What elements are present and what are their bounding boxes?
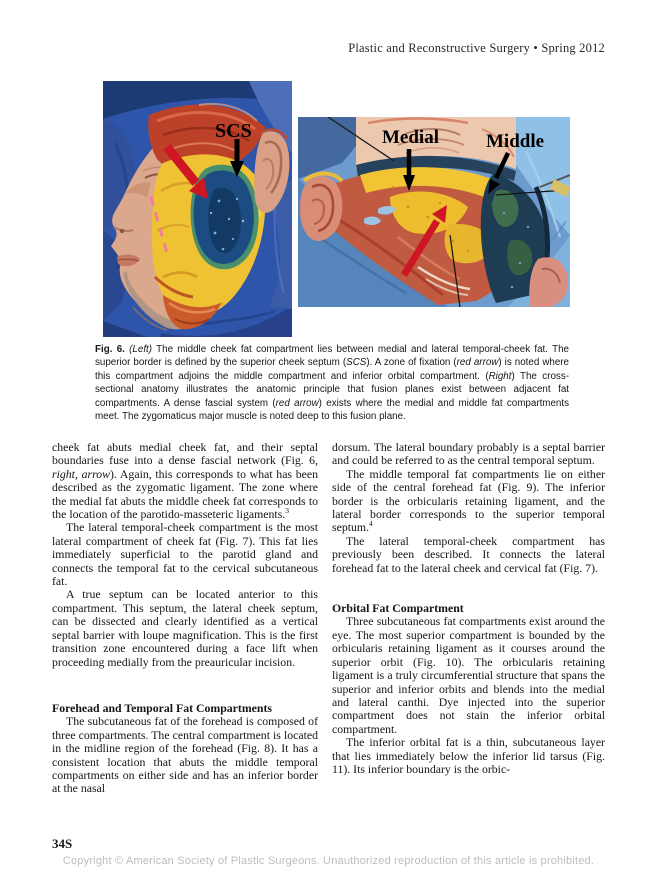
right-column	[332, 441, 605, 796]
reference-4: 4	[369, 519, 373, 529]
copyright-notice: Copyright © American Society of Plastic Surgeons. Unauthorized reproduction of this article is prohibited.	[62, 855, 595, 867]
paragraph: The inferior orbital fat is a thin, subcutaneous layer that lies immediately below the inferior lid tarsus (Fig. 11). Its inferior boundary is the orbic-	[332, 735, 605, 776]
scs-label: SCS	[215, 120, 252, 142]
section-heading-orbital: Orbital Fat Compartment	[332, 601, 464, 616]
paragraph: Three subcutaneous fat compartments exist around the eye. The most superior compartment is bounded by the orbicularis retaining ligament as it courses around the superior orbit (Fig. 10). The orbicularis retaining ligament is a truly circumferential structure that spans the superior and inferior orbits and blends into the medial and lateral canthi. Dye injected into the superior compartment does not stain the inferior orbital compartment.	[332, 614, 605, 736]
section-heading-forehead: Forehead and Temporal Fat Compartments	[52, 700, 272, 715]
paragraph: A true septum can be located anterior to this compartment. This septum, the lateral cheek septum, can be dissected and clearly identified as a vertical septal barrier with loupe magnification. This is the first transition zone encountered during a face lift when proceeding medially from the preauricular incision.	[52, 587, 318, 669]
figure-number: Fig. 6.	[95, 344, 130, 355]
reference-3: 3	[285, 506, 289, 516]
article-columns	[52, 441, 605, 796]
paragraph: The subcutaneous fat of the forehead is composed of three compartments. The central compartment is located in the midline region of the forehead (Fig. 8). It has a consistent location that abuts the middle temporal compartments on either side and has an inferior border at the nasal	[52, 714, 318, 796]
figure-right-photo	[298, 117, 570, 307]
running-head: Plastic and Reconstructive Surgery • Spring 2012	[348, 41, 605, 55]
paragraph: dorsum. The lateral boundary probably is a septal barrier and could be referred to as the central temporal septum.	[332, 440, 605, 468]
paragraph: The lateral temporal-cheek compartment has previously been described. It connects the lateral forehead fat to the lateral cheek and cervical fat (Fig. 7).	[332, 533, 605, 575]
middle-label: Middle	[486, 131, 545, 152]
paragraph: cheek fat abuts medial cheek fat, and their septal boundaries fuse into a dense fascial network (Fig. 6, right, arrow). Again, this corresponds to what has been described as the zygomatic ligament. The zone where the medial fat abuts the middle cheek fat corresponds to the location of the parotido-masseteric ligaments.$^3$	[52, 440, 318, 522]
paragraph: The middle temporal fat compartments lie on either side of the central forehead fat (Fig. 9). The inferior border is the orbicularis retaining ligament, and the lateral border corresponds to the superior temporal septum.$^4$	[332, 466, 605, 535]
figure-left-photo	[103, 81, 292, 337]
figure-caption: Fig. 6. (Left) The middle cheek fat compartment lies between medial and lateral temporal-cheek fat. The superior border is defined by the superior cheek septum (SCS). A zone of fixation (red arrow) is noted where this compartment adjoins the middle compartment and inferior orbital compartment. (Right) The cross-sectional anatomy illustrates the anatomic principle that fusion planes exist between adjacent fat compartments. A dense fascial system (red arrow) exists where the medial and middle fat compartments meet. The zygomaticus major muscle is noted deep to this fusion plane.	[95, 344, 570, 423]
page-number: 34S	[52, 836, 73, 851]
left-column	[52, 441, 318, 796]
medial-label: Medial	[382, 127, 439, 148]
paragraph: The lateral temporal-cheek compartment is the most lateral compartment of cheek fat (Fig. 7). This fat lies immediately superficial to the parotid gland and connects the temporal fat to the cervical subcutaneous fat.	[52, 520, 318, 589]
